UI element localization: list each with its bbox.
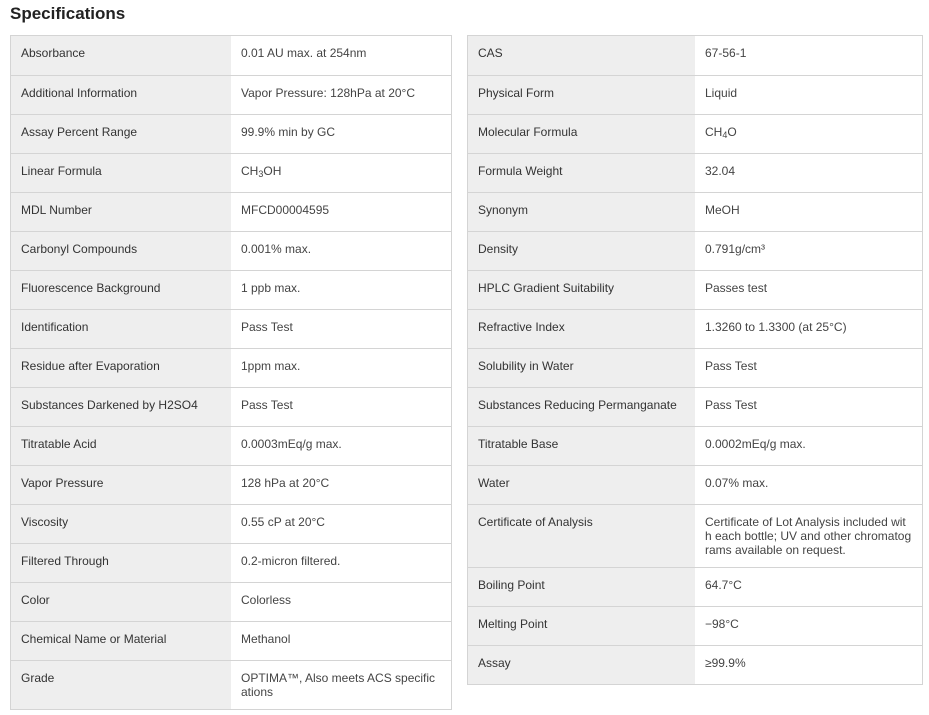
spec-row-density bbox=[468, 231, 922, 270]
spec-label: Substances Darkened by H2SO4 bbox=[11, 388, 231, 426]
spec-label: Grade bbox=[11, 661, 231, 709]
formula-part: OH bbox=[263, 164, 282, 178]
spec-label: Physical Form bbox=[468, 76, 695, 114]
formula-part: O bbox=[727, 125, 737, 139]
spec-value: 0.791g/cm³ bbox=[695, 232, 922, 270]
spec-row-fluorescence-background bbox=[11, 270, 451, 309]
spec-label: Water bbox=[468, 466, 695, 504]
spec-value: 0.01 AU max. at 254nm bbox=[231, 36, 451, 75]
spec-label: Titratable Acid bbox=[11, 427, 231, 465]
page-title: Specifications bbox=[10, 4, 126, 23]
spec-value: 0.0002mEq/g max. bbox=[695, 427, 922, 465]
spec-value: 32.04 bbox=[695, 154, 922, 192]
spec-value: 1.3260 to 1.3300 (at 25°C) bbox=[695, 310, 922, 348]
spec-value: Pass Test bbox=[695, 388, 922, 426]
spec-value: 0.2-micron filtered. bbox=[231, 544, 451, 582]
spec-value: MeOH bbox=[695, 193, 922, 231]
spec-label: Synonym bbox=[468, 193, 695, 231]
spec-row-substances-reducing-permanganate bbox=[468, 387, 922, 426]
spec-label: Filtered Through bbox=[11, 544, 231, 582]
spec-label: Molecular Formula bbox=[468, 115, 695, 153]
spec-value: 0.0003mEq/g max. bbox=[231, 427, 451, 465]
spec-value: 67-56-1 bbox=[695, 36, 922, 75]
spec-row-mdl-number bbox=[11, 192, 451, 231]
spec-row-assay bbox=[468, 645, 922, 684]
spec-label: Substances Reducing Permanganate bbox=[468, 388, 695, 426]
spec-label: Assay bbox=[468, 646, 695, 684]
specifications-table-left bbox=[10, 35, 452, 710]
spec-value: 64.7°C bbox=[695, 568, 922, 606]
spec-row-water bbox=[468, 465, 922, 504]
spec-row-absorbance bbox=[11, 36, 451, 75]
spec-row-molecular-formula bbox=[468, 114, 922, 153]
spec-value: 0.55 cP at 20°C bbox=[231, 505, 451, 543]
spec-value: Passes test bbox=[695, 271, 922, 309]
spec-row-formula-weight bbox=[468, 153, 922, 192]
spec-label: Identification bbox=[11, 310, 231, 348]
spec-label: Solubility in Water bbox=[468, 349, 695, 387]
spec-row-residue-after-evaporation bbox=[11, 348, 451, 387]
spec-label: Melting Point bbox=[468, 607, 695, 645]
spec-row-refractive-index bbox=[468, 309, 922, 348]
spec-label: Color bbox=[11, 583, 231, 621]
spec-label: Carbonyl Compounds bbox=[11, 232, 231, 270]
spec-row-assay-percent-range bbox=[11, 114, 451, 153]
spec-label: CAS bbox=[468, 36, 695, 75]
spec-label: HPLC Gradient Suitability bbox=[468, 271, 695, 309]
spec-value: −98°C bbox=[695, 607, 922, 645]
spec-value: Methanol bbox=[231, 622, 451, 660]
spec-value: MFCD00004595 bbox=[231, 193, 451, 231]
spec-row-filtered-through bbox=[11, 543, 451, 582]
spec-row-titratable-base bbox=[468, 426, 922, 465]
spec-row-vapor-pressure bbox=[11, 465, 451, 504]
formula-subscript: 4 bbox=[722, 130, 728, 140]
spec-label: Linear Formula bbox=[11, 154, 231, 192]
spec-row-substances-darkened-by-h2so4 bbox=[11, 387, 451, 426]
spec-row-cas bbox=[468, 36, 922, 75]
spec-label: Certificate of Analysis bbox=[468, 505, 695, 567]
spec-value: 1ppm max. bbox=[231, 349, 451, 387]
spec-row-titratable-acid bbox=[11, 426, 451, 465]
spec-row-linear-formula bbox=[11, 153, 451, 192]
spec-label: Absorbance bbox=[11, 36, 231, 75]
spec-label: Additional Information bbox=[11, 76, 231, 114]
spec-value: Colorless bbox=[231, 583, 451, 621]
spec-row-viscosity bbox=[11, 504, 451, 543]
spec-label: Vapor Pressure bbox=[11, 466, 231, 504]
spec-label: Refractive Index bbox=[468, 310, 695, 348]
spec-row-additional-information bbox=[11, 75, 451, 114]
spec-row-color bbox=[11, 582, 451, 621]
spec-value bbox=[695, 115, 922, 153]
spec-value: Vapor Pressure: 128hPa at 20°C bbox=[231, 76, 451, 114]
spec-label: Formula Weight bbox=[468, 154, 695, 192]
spec-row-carbonyl-compounds bbox=[11, 231, 451, 270]
spec-row-boiling-point bbox=[468, 567, 922, 606]
spec-value: Pass Test bbox=[695, 349, 922, 387]
formula-subscript: 3 bbox=[258, 169, 264, 179]
spec-row-chemical-name-or-material bbox=[11, 621, 451, 660]
spec-value: Liquid bbox=[695, 76, 922, 114]
spec-value: 0.07% max. bbox=[695, 466, 922, 504]
spec-row-certificate-of-analysis bbox=[468, 504, 922, 567]
spec-row-grade bbox=[11, 660, 451, 709]
spec-row-solubility-in-water bbox=[468, 348, 922, 387]
spec-value: 128 hPa at 20°C bbox=[231, 466, 451, 504]
spec-value: 99.9% min by GC bbox=[231, 115, 451, 153]
spec-value: ≥99.9% bbox=[695, 646, 922, 684]
spec-row-physical-form bbox=[468, 75, 922, 114]
spec-label: Fluorescence Background bbox=[11, 271, 231, 309]
spec-label: Residue after Evaporation bbox=[11, 349, 231, 387]
spec-label: Chemical Name or Material bbox=[11, 622, 231, 660]
formula-part: CH bbox=[241, 164, 259, 178]
spec-label: Titratable Base bbox=[468, 427, 695, 465]
spec-value: Pass Test bbox=[231, 388, 451, 426]
spec-value: Certificate of Lot Analysis included with each bottle; UV and other chromatograms available on request. bbox=[695, 505, 922, 567]
spec-label: Density bbox=[468, 232, 695, 270]
spec-value: 0.001% max. bbox=[231, 232, 451, 270]
spec-value: OPTIMA™, Also meets ACS specifications bbox=[231, 661, 451, 709]
spec-row-melting-point bbox=[468, 606, 922, 645]
spec-row-synonym bbox=[468, 192, 922, 231]
spec-row-identification bbox=[11, 309, 451, 348]
spec-label: Viscosity bbox=[11, 505, 231, 543]
spec-label: Assay Percent Range bbox=[11, 115, 231, 153]
spec-label: MDL Number bbox=[11, 193, 231, 231]
spec-value bbox=[231, 154, 451, 192]
spec-row-hplc-gradient-suitability bbox=[468, 270, 922, 309]
spec-value: Pass Test bbox=[231, 310, 451, 348]
specifications-table-right bbox=[467, 35, 923, 685]
spec-value: 1 ppb max. bbox=[231, 271, 451, 309]
formula-part: CH bbox=[705, 125, 723, 139]
spec-label: Boiling Point bbox=[468, 568, 695, 606]
